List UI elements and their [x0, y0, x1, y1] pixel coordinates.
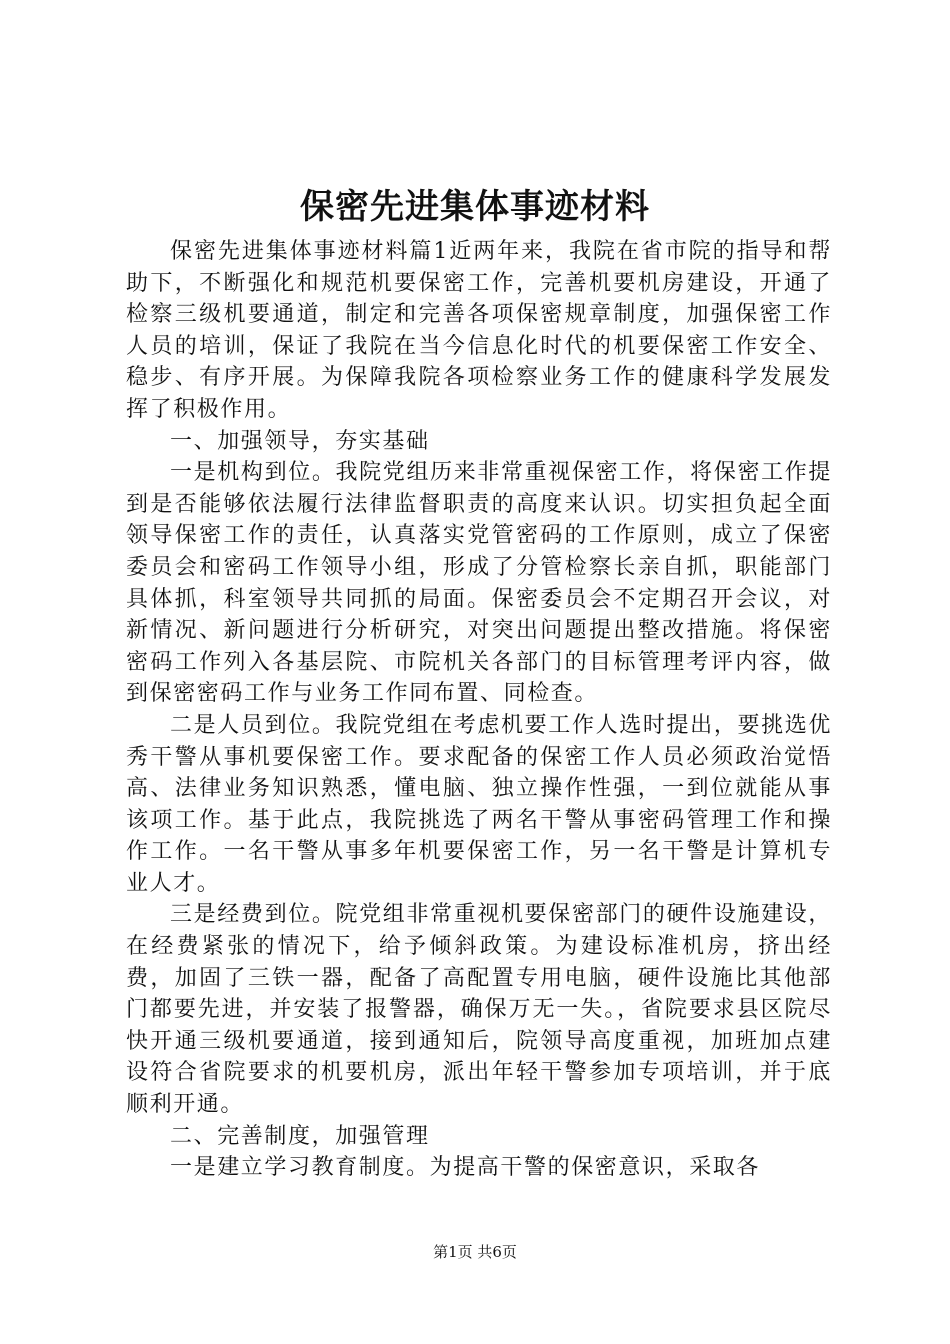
document-body [126, 236, 832, 1184]
document-title: 保密先进集体事迹材料 [300, 187, 650, 227]
paragraph-personnel: 二是人员到位。我院党组在考虑机要工作人选时提出，要挑选优秀干警从事机要保密工作。要求配备的保密工作人员必须政治觉悟高、法律业务知识熟悉，懂电脑、独立操作性强，一到位就能从事该项工作。基于此点，我院挑选了两名干警从事密码管理工作和操作工作。一名干警从事多年机要保密工作，另一名干警是计算机专业人才。 [126, 712, 832, 896]
paragraph-funding: 三是经费到位。院党组非常重视机要保密部门的硬件设施建设，在经费紧张的情况下，给予倾斜政策。为建设标准机房，挤出经费，加固了三铁一器，配备了高配置专用电脑，硬件设施比其他部门都要先进，并安装了报警器，确保万无一失。，省院要求县区院尽快开通三级机要通道，接到通知后，院领导高度重视，加班加点建设符合省院要求的机要机房，派出年轻干警参加专项培训，并于底顺利开通。 [126, 902, 832, 1118]
paragraph-intro: 保密先进集体事迹材料篇1近两年来，我院在省市院的指导和帮助下，不断强化和规范机要保密工作，完善机要机房建设，开通了检察三级机要通道，制定和完善各项保密规章制度，加强保密工作人员的培训，保证了我院在当今信息化时代的机要保密工作安全、稳步、有序开展。为保障我院各项检察业务工作的健康科学发展发挥了积极作用。 [126, 239, 832, 422]
paragraph-study-system: 一是建立学习教育制度。为提高干警的保密意识，采取各 [170, 1155, 761, 1181]
paragraph-organization: 一是机构到位。我院党组历来非常重视保密工作，将保密工作提到是否能够依法履行法律监督职责的高度来认识。切实担负起全面领导保密工作的责任，认真落实党管密码的工作原则，成立了保密委员会和密码工作领导小组，形成了分管检察长亲自抓，职能部门具体抓，科室领导共同抓的局面。保密委员会不定期召开会议，对新情况、新问题进行分析研究，对突出问题提出整改措施。将保密密码工作列入各基层院、市院机关各部门的目标管理考评内容，做到保密密码工作与业务工作同布置、同检查。 [126, 460, 832, 707]
section-heading-2: 二、完善制度，加强管理 [170, 1123, 430, 1149]
section-heading-1: 一、加强领导，夯实基础 [170, 428, 430, 454]
page-number-footer: 第1页 共6页 [433, 1243, 517, 1261]
